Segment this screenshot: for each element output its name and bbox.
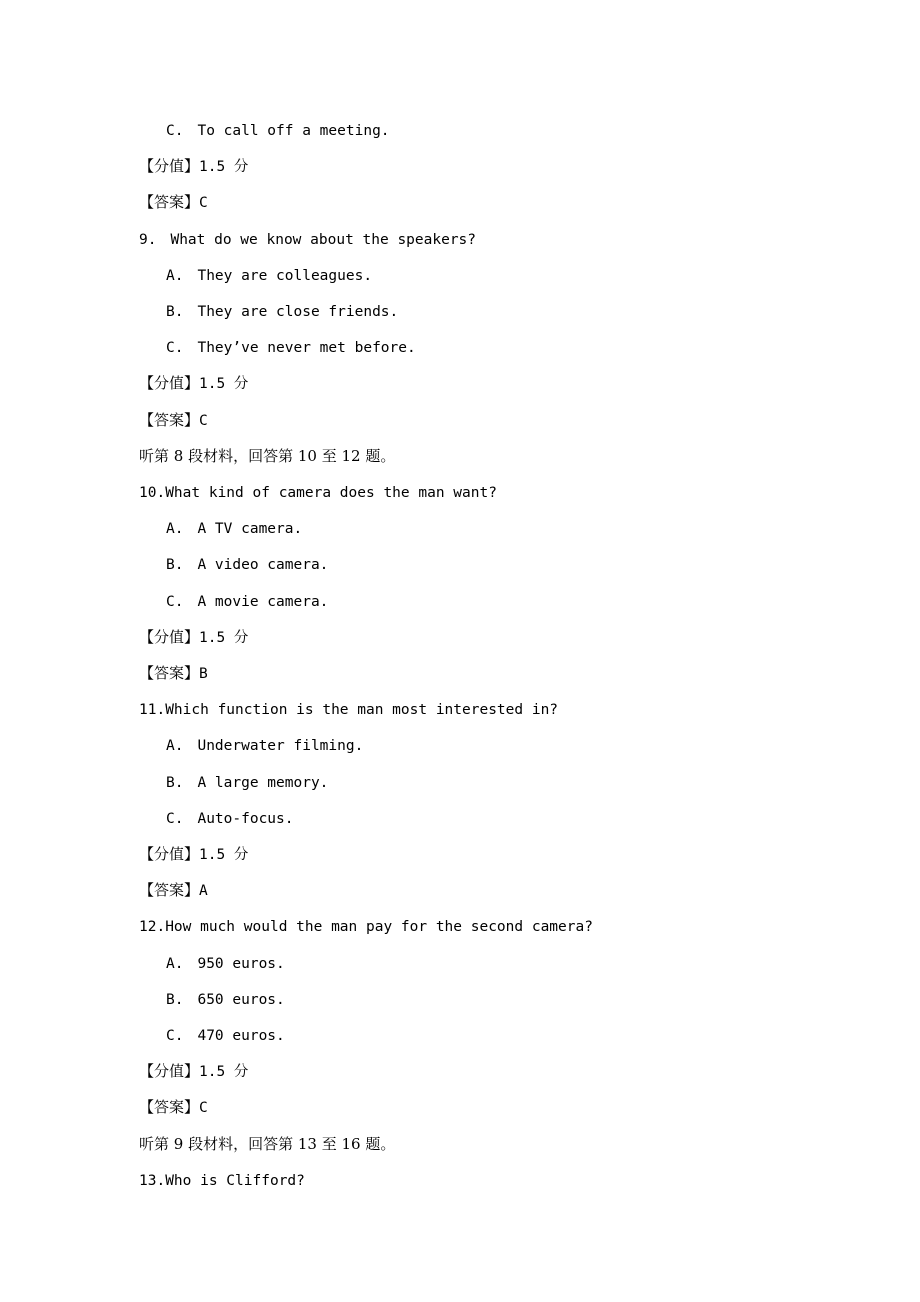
option-text: 470 euros. <box>197 1028 285 1044</box>
question <box>139 229 476 249</box>
question-number: 12. <box>139 919 166 936</box>
answer-option <box>166 808 294 828</box>
meta-value: C <box>199 1100 208 1117</box>
answer-option <box>166 301 398 321</box>
meta-label: 【分值】 <box>139 1062 200 1081</box>
answer-line <box>139 663 208 683</box>
meta-value: B <box>199 666 208 682</box>
option-letter: A. <box>166 521 184 538</box>
meta-label: 【答案】 <box>139 410 200 429</box>
answer-option <box>166 953 285 973</box>
question-text: What do we know about the speakers? <box>170 231 477 248</box>
option-letter: B. <box>166 991 184 1008</box>
answer-option <box>166 1025 285 1045</box>
question-text: Which function is the man most interested in? <box>165 702 559 719</box>
option-text: To call off a meeting. <box>197 123 390 139</box>
answer-option <box>166 591 328 611</box>
meta-label: 【答案】 <box>139 881 200 900</box>
section-text: 听第 9 段材料，回答第 13 至 16 题。 <box>139 1134 396 1153</box>
meta-value: 1.5 分 <box>199 847 249 863</box>
option-text: Underwater filming. <box>197 738 364 755</box>
answer-option <box>166 554 328 574</box>
answer-option <box>166 337 416 357</box>
question-text: How much would the man pay for the second camera? <box>165 919 593 936</box>
section-text: 听第 8 段材料，回答第 10 至 12 题。 <box>139 446 396 465</box>
score-line <box>139 844 248 864</box>
meta-value: 1.5 分 <box>199 629 249 646</box>
option-letter: A. <box>166 267 184 284</box>
meta-label: 【分值】 <box>139 374 200 393</box>
option-letter: A. <box>166 738 184 755</box>
question <box>139 1170 305 1190</box>
section-instruction <box>139 446 395 466</box>
score-line <box>139 156 248 176</box>
meta-label: 【分值】 <box>139 627 200 646</box>
meta-label: 【分值】 <box>139 157 200 176</box>
meta-label: 【答案】 <box>139 1098 200 1117</box>
meta-label: 【答案】 <box>139 664 200 682</box>
option-text: They are close friends. <box>197 304 399 320</box>
meta-label: 【答案】 <box>139 193 200 212</box>
question <box>139 482 497 502</box>
answer-option <box>166 120 390 140</box>
meta-label: 【分值】 <box>139 845 200 863</box>
answer-option <box>166 518 302 538</box>
option-letter: C. <box>166 340 184 357</box>
question-text: What kind of camera does the man want? <box>165 485 497 501</box>
answer-option <box>166 265 372 285</box>
answer-option <box>166 735 363 755</box>
meta-value: A <box>199 883 208 900</box>
question <box>139 699 558 719</box>
question <box>139 916 593 936</box>
answer-option <box>166 989 285 1009</box>
meta-value: C <box>199 195 208 212</box>
option-letter: A. <box>166 955 184 972</box>
answer-option <box>166 772 328 792</box>
meta-value: 1.5 分 <box>199 159 249 176</box>
option-text: 950 euros. <box>197 955 285 972</box>
option-letter: C. <box>166 123 184 139</box>
meta-value: 1.5 分 <box>199 1064 249 1081</box>
option-letter: B. <box>166 304 184 320</box>
answer-line <box>139 1097 208 1117</box>
score-line <box>139 1061 248 1081</box>
option-letter: B. <box>166 774 184 791</box>
question-text: Who is Clifford? <box>165 1172 305 1189</box>
option-text: 650 euros. <box>197 991 285 1008</box>
option-text: They are colleagues. <box>197 267 373 284</box>
option-letter: C. <box>166 593 184 610</box>
section-instruction <box>139 1134 395 1154</box>
score-line <box>139 373 248 393</box>
option-letter: C. <box>166 810 184 827</box>
option-text: They’ve never met before. <box>197 340 416 357</box>
question-number: 9. <box>139 231 157 248</box>
question-number: 13. <box>139 1172 166 1189</box>
meta-value: 1.5 分 <box>199 376 249 393</box>
option-letter: C. <box>166 1028 184 1044</box>
option-text: A TV camera. <box>197 521 303 538</box>
option-text: A movie camera. <box>197 593 329 610</box>
answer-line <box>139 410 208 430</box>
question-number: 10. <box>139 485 166 501</box>
option-text: A large memory. <box>197 774 329 791</box>
answer-line <box>139 880 208 900</box>
option-text: Auto-focus. <box>197 810 294 827</box>
question-number: 11. <box>139 702 166 719</box>
option-letter: B. <box>166 557 184 574</box>
answer-line <box>139 192 208 212</box>
option-text: A video camera. <box>197 557 329 574</box>
score-line <box>139 627 248 647</box>
meta-value: C <box>199 412 208 429</box>
